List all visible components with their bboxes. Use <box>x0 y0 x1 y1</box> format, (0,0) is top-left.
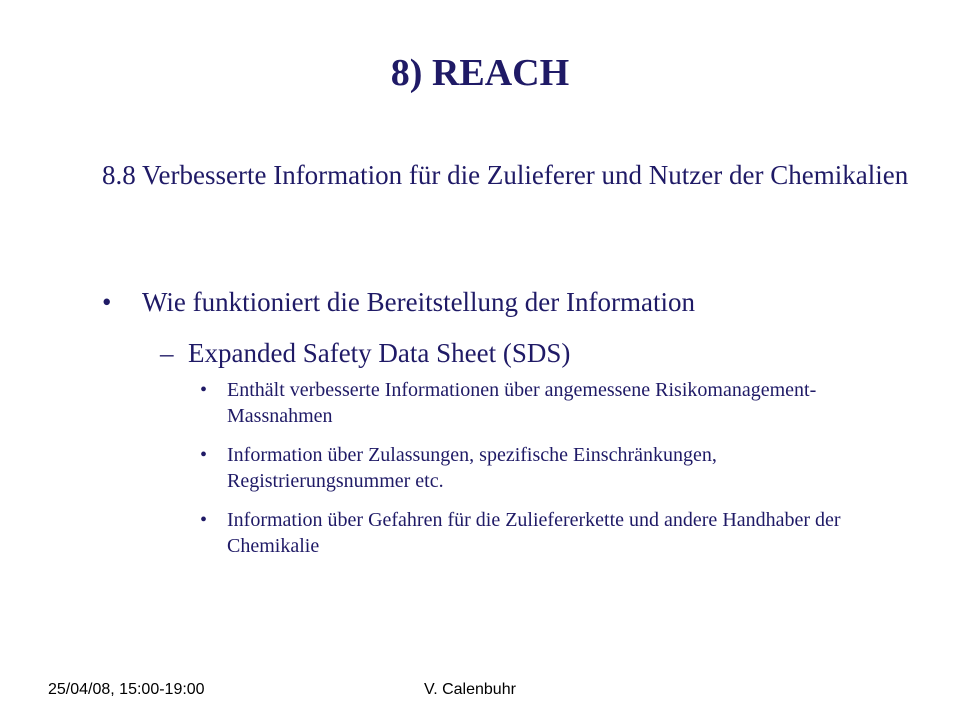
list-item <box>200 377 890 429</box>
section-heading: 8.8 Verbesserte Information für die Zulieferer und Nutzer der Chemikalien <box>102 160 909 190</box>
bullet-level-1 <box>102 285 862 319</box>
bullet-text: Wie funktioniert die Bereitstellung der Information <box>142 287 695 317</box>
list-item <box>200 507 890 559</box>
bullet-text: Expanded Safety Data Sheet (SDS) <box>188 338 571 368</box>
footer-author: V. Calenbuhr <box>424 681 516 698</box>
dash-marker: – <box>160 338 174 368</box>
bullet-marker: • <box>200 379 208 401</box>
slide-title: 8) REACH <box>390 52 570 94</box>
bullet-text: Enthält verbesserte Informationen über angemessene Risikomanagement-Massnahmen <box>227 379 817 427</box>
footer-date: 25/04/08, 15:00-19:00 <box>48 681 205 698</box>
bullet-marker: • <box>102 287 112 317</box>
bullet-marker: • <box>200 444 208 466</box>
bullet-level-3-list <box>200 377 890 572</box>
bullet-marker: • <box>200 509 208 531</box>
list-item <box>200 442 890 494</box>
bullet-level-2 <box>160 336 860 370</box>
bullet-text: Information über Gefahren für die Zuliefererkette und andere Handhaber der Chemikalie <box>227 509 841 557</box>
bullet-text: Information über Zulassungen, spezifische Einschränkungen, Registrierungsnummer etc. <box>227 444 717 492</box>
